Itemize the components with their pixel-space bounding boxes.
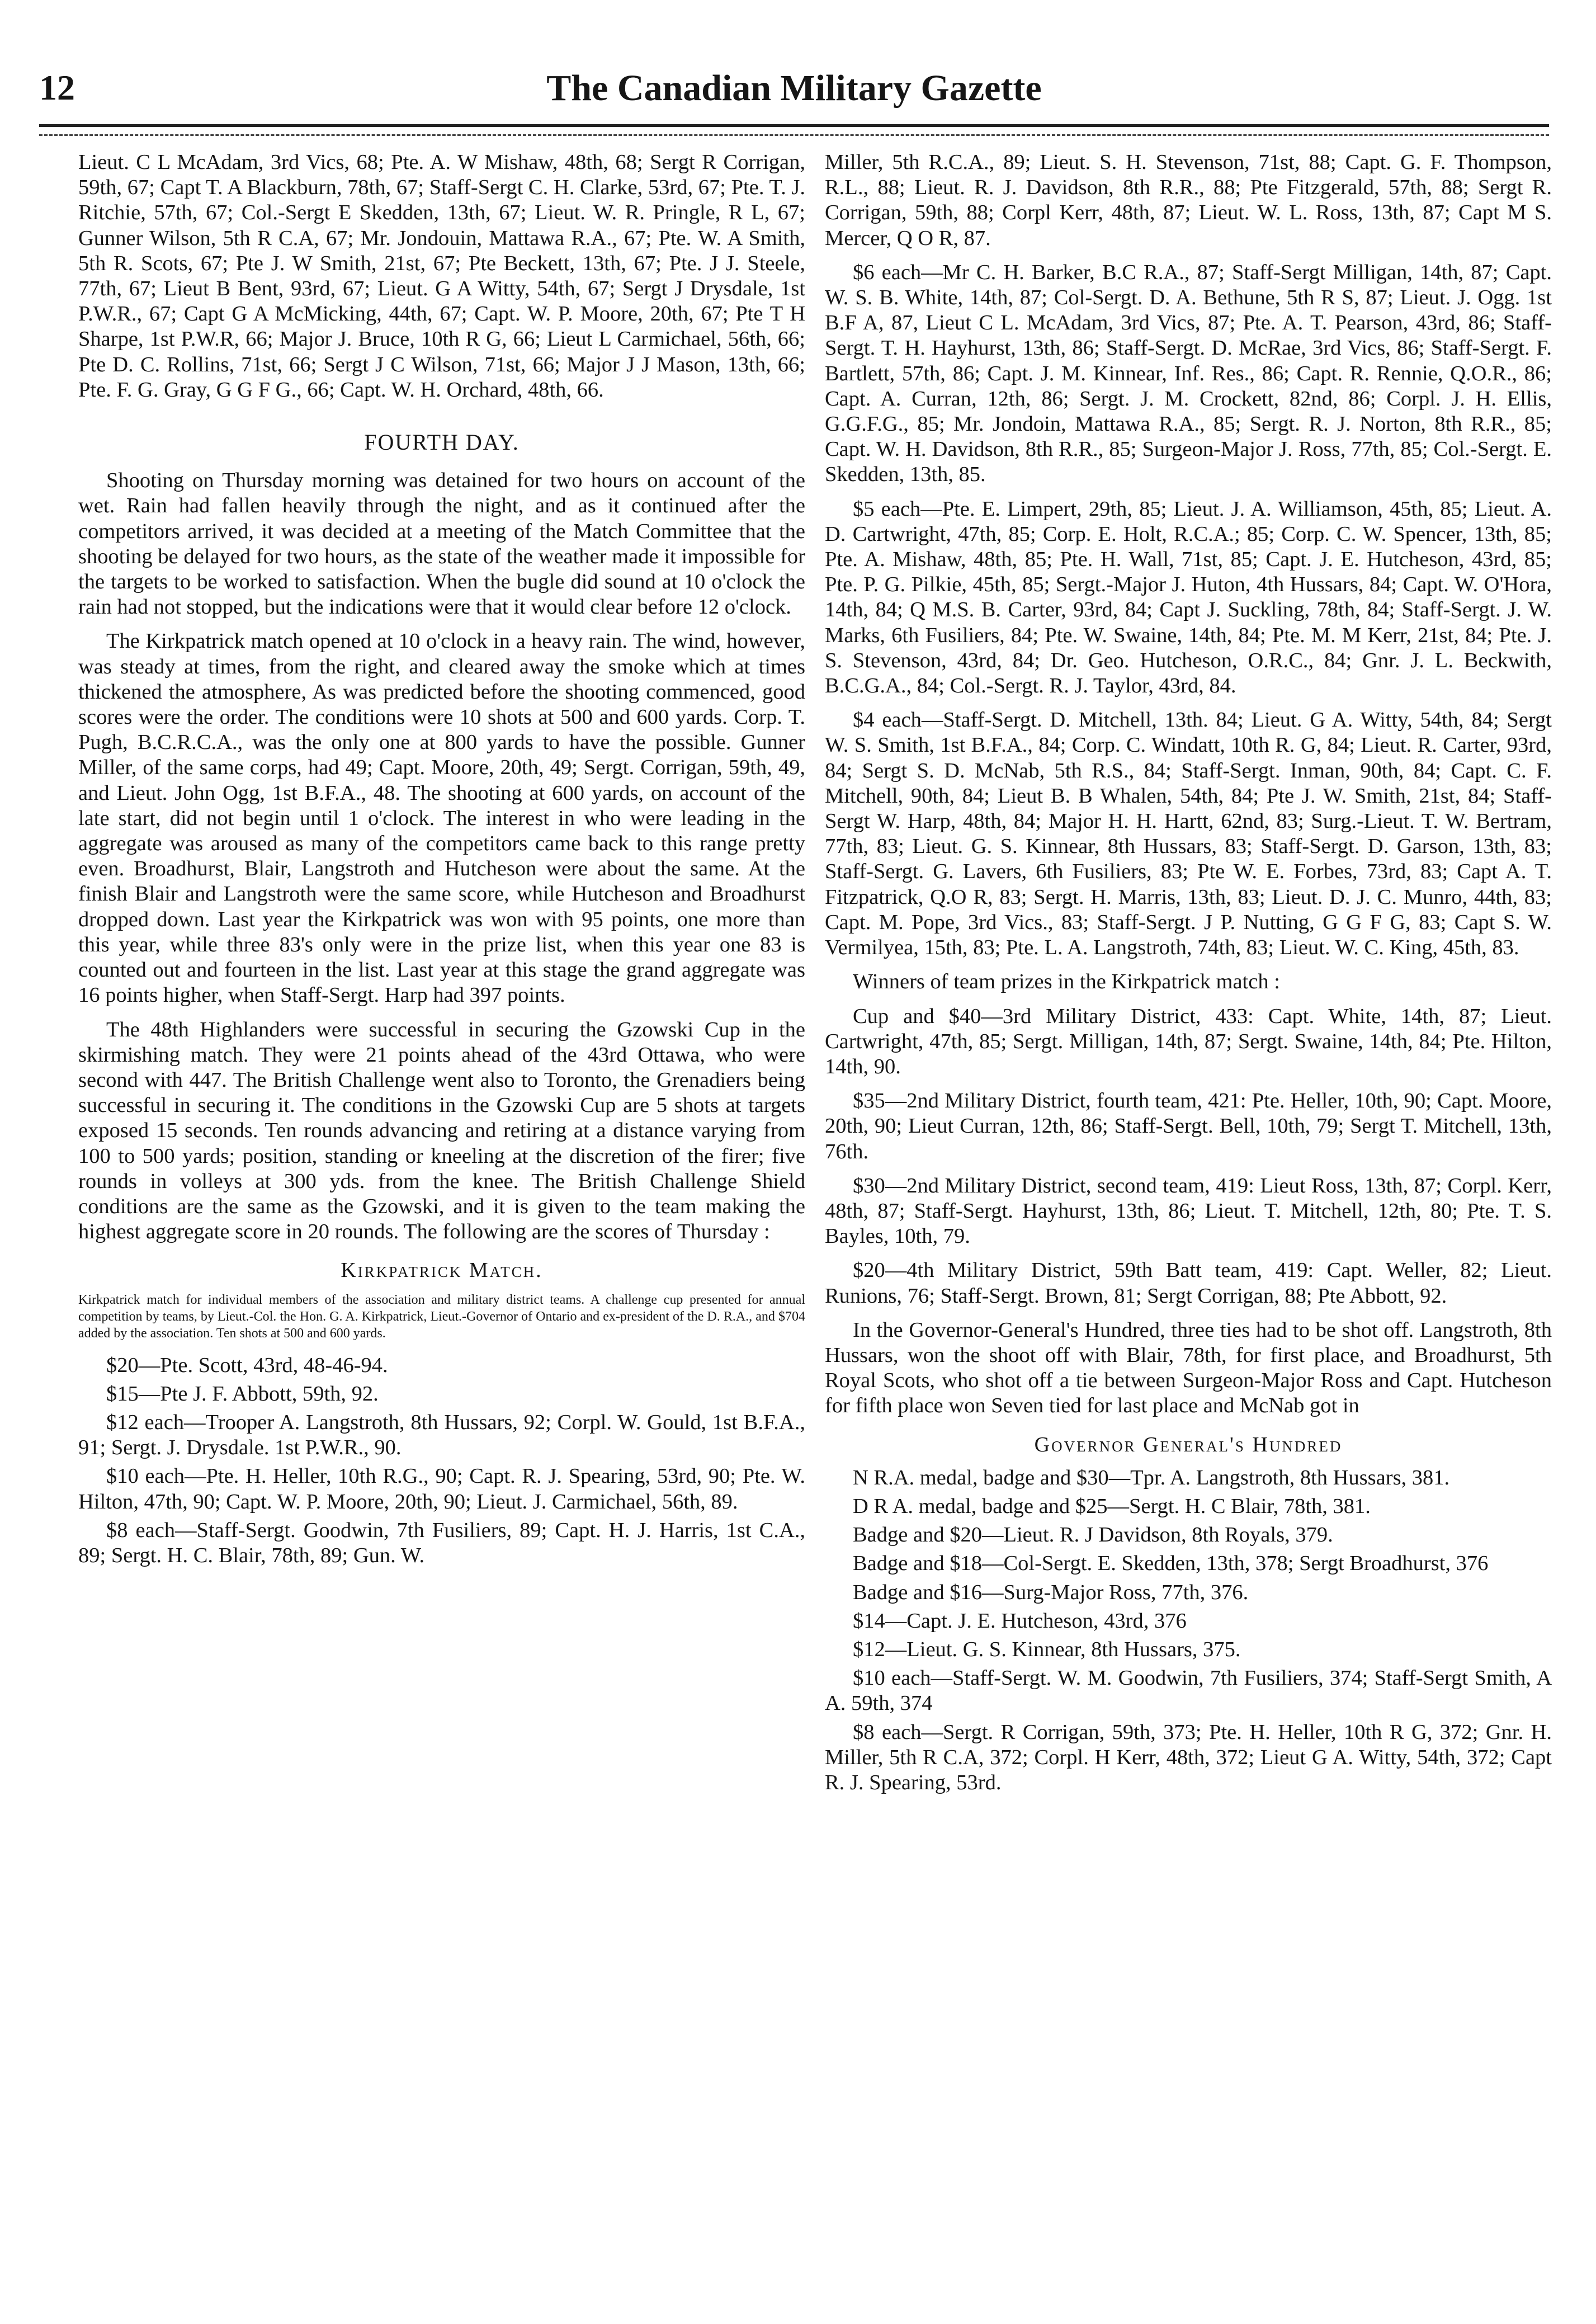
prize-entry: N R.A. medal, badge and $30—Tpr. A. Langstroth, 8th Hussars, 381. (853, 1465, 1450, 1489)
paragraph: Cup and $40—3rd Military District, 433: Capt. White, 14th, 87; Lieut. Cartwright, 47th, 85; Sergt. Milligan, 14th, 87; Sergt. Swaine, 14th, 84; Pte. Hilton, 14th, 90. (825, 1004, 1552, 1078)
prize-entry: $12—Lieut. G. S. Kinnear, 8th Hussars, 375. (853, 1637, 1241, 1661)
prize-entry: D R A. medal, badge and $25—Sergt. H. C Blair, 78th, 381. (853, 1494, 1371, 1518)
paragraph: $30—2nd Military District, second team, 419: Lieut Ross, 13th, 87; Corpl. Kerr, 48th, 87; Staff-Sergt. Hayhurst, 13th, 86; Lieut. T. Mitchell, 12th, 80; Pte. T. S. Bayles, 10th, 79. (825, 1173, 1552, 1248)
prize-entry: $12 each—Trooper A. Langstroth, 8th Hussars, 92; Corpl. W. Gould, 1st B.F.A., 91; Sergt. J. Drysdale. 1st P.W.R., 90. (78, 1410, 805, 1460)
prize-entry: $14—Capt. J. E. Hutcheson, 43rd, 376 (853, 1609, 1187, 1633)
paragraph: Lieut. C L McAdam, 3rd Vics, 68; Pte. A. W Mishaw, 48th, 68; Sergt R Corrigan, 59th, 67; Capt T. A Blackburn, 78th, 67; Staff-Sergt C. H. Clarke, 53rd, 67; Pte. T. J. Ritchie, 57th, 67; Col.-Sergt E Skedden, 13th, 67; Lieut. W. R. Pringle, R L, 67; Gunner Wilson, 5th R C.A, 67; Mr. Jondouin, Mattawa R.A., 67; Pte. W. A Smith, 5th R. Scots, 67; Pte J. W Smith, 21st, 67; Pte Beckett, 13th, 67; Pte. J J. Steele, 77th, 67; Lieut B Bent, 93rd, 67; Lieut. G A Witty, 54th, 67; Sergt J Drysdale, 1st P.W.R., 67; Capt G A McMicking, 44th, 67; Capt. W. P. Moore, 20th, 67; Pte T H Sharpe, 1st P.W.R, 66; Major J. Bruce, 10th R G, 66; Lieut L Carmichael, 56th, 66; Pte D. C. Rollins, 71st, 66; Sergt J C Wilson, 71st, 66; Major J J Mason, 13th, 66; Pte. F. G. Gray, G G F G., 66; Capt. W. H. Orchard, 48th, 66. (78, 150, 805, 402)
section-heading: FOURTH DAY. (364, 430, 520, 455)
header-rule (39, 124, 1549, 127)
paragraph: $35—2nd Military District, fourth team, 421: Pte. Heller, 10th, 90; Capt. Moore, 20th, 90; Lieut Curran, 12th, 86; Staff-Sergt. Bell, 10th, 79; Sergt T. Mitchell, 13th, 76th. (825, 1089, 1552, 1163)
prize-entry: $10 each—Pte. H. Heller, 10th R.G., 90; Capt. R. J. Spearing, 53rd, 90; Pte. W. Hilton, 47th, 90; Capt. W. P. Moore, 20th, 90; Lieut. J. Carmichael, 56th, 89. (78, 1464, 805, 1514)
paragraph: Shooting on Thursday morning was detained for two hours on account of the wet. Rain had fallen heavily through the night, and as it continued after the competitors arrived, it was decided at a meeting of the Match Committee that the shooting be delayed for two hours, as the state of the weather made it impossible for the targets to be worked to satisfaction. When the bugle did sound at 10 o'clock the rain had not stopped, but the indications were that it would clear before 12 o'clock. (78, 469, 805, 619)
prize-entry: $8 each—Sergt. R Corrigan, 59th, 373; Pte. H. Heller, 10th R G, 372; Gnr. H. Miller, 5th R C.A, 372; Corpl. H Kerr, 48th, 372; Lieut G A. Witty, 54th, 372; Capt R. J. Spearing, 53rd. (825, 1720, 1552, 1794)
paragraph: $6 each—Mr C. H. Barker, B.C R.A., 87; Staff-Sergt Milligan, 14th, 87; Capt. W. S. B. White, 14th, 87; Col-Sergt. D. A. Bethune, 5th R S, 87; Lieut. J. Ogg. 1st B.F A, 87, Lieut C L. McAdam, 3rd Vics, 87; Pte. A. T. Pearson, 43rd, 86; Staff-Sergt. T. H. Hayhurst, 13th, 86; Staff-Sergt. D. McRae, 3rd Vics, 86; Staff-Sergt. F. Bartlett, 57th, 86; Capt. J. M. Kinnear, Inf. Res., 86; Capt. R. Rennie, Q.O.R., 86; Capt. A. Curran, 12th, 86; Sergt. J. M. Crockett, 82nd, 86; Corpl. J. H. Ellis, G.G.F.G., 85; Mr. Jondoin, Mattawa R.A., 85; Sergt. R. J. Norton, 8th R.R., 85; Capt. W. H. Davidson, 8th R.R., 85; Surgeon-Major J. Ross, 77th, 85; Col.-Sergt. E. Skedden, 13th, 85. (825, 260, 1552, 487)
paragraph: Miller, 5th R.C.A., 89; Lieut. S. H. Stevenson, 71st, 88; Capt. G. F. Thompson, R.L., 88; Lieut. R. J. Davidson, 8th R.R., 88; Pte Fitzgerald, 57th, 88; Sergt R. Corrigan, 59th, 88; Corpl Kerr, 48th, 87; Lieut. W. L. Ross, 13th, 87; Capt M S. Mercer, Q O R, 87. (825, 150, 1552, 250)
header-dashed-rule (39, 134, 1549, 136)
match-description: Kirkpatrick match for individual members of the association and military district teams. A challenge cup presented for annual competition by teams, by Lieut.-Col. the Hon. G. A. Kirkpatrick, Lieut.-Governor of Ontario and ex-president of the D. R.A., and $704 added by the association. Ten shots at 500 and 600 yards. (78, 1292, 805, 1341)
prize-entry: $20—Pte. Scott, 43rd, 48-46-94. (106, 1353, 388, 1377)
prize-entry: Badge and $16—Surg-Major Ross, 77th, 376. (853, 1580, 1249, 1604)
paragraph: In the Governor-General's Hundred, three ties had to be shot off. Langstroth, 8th Hussars, won the shoot off with Blair, 78th, for first place, and Broadhurst, 5th Royal Scots, who shot off a tie between Surgeon-Major Ross and Capt. Hutcheson for fifth place won Seven tied for last place and McNab got in (825, 1318, 1552, 1418)
paragraph: Winners of team prizes in the Kirkpatrick match : (853, 970, 1280, 994)
subsection-heading: Governor General's Hundred (1034, 1432, 1343, 1456)
right-column (825, 150, 1552, 1799)
publication-title: The Canadian Military Gazette (546, 68, 1042, 109)
paragraph: The 48th Highlanders were successful in securing the Gzowski Cup in the skirmishing match. They were 21 points ahead of the 43rd Ottawa, who were second with 447. The British Challenge went also to Toronto, the Grenadiers being successful in securing it. The conditions in the Gzowski Cup are 5 shots at targets exposed 15 seconds. Ten rounds advancing and retiring at a distance varying from 100 to 500 yards; position, standing or kneeling at the discretion of the firer; five rounds in volleys at 300 yds. from the knee. The British Challenge Shield conditions are the same as the Gzowski, and it is given to the team making the highest aggregate score in 20 rounds. The following are the scores of Thursday : (78, 1017, 805, 1244)
paragraph: $4 each—Staff-Sergt. D. Mitchell, 13th. 84; Lieut. G A. Witty, 54th, 84; Sergt W. S. Smith, 1st B.F.A., 84; Corp. C. Windatt, 10th R. G, 84; Lieut. R. Carter, 93rd, 84; Sergt S. D. McNab, 5th R.S., 84; Staff-Sergt. Inman, 90th, 84; Capt. C. F. Mitchell, 90th, 84; Lieut B. B Whalen, 54th, 84; Pte J. W. Smith, 21st, 84; Staff-Sergt W. Harp, 48th, 84; Major H. H. Hartt, 62nd, 83; Surg.-Lieut. T. W. Bertram, 77th, 83; Lieut. G. S. Kinnear, 8th Hussars, 83; Staff-Sergt. D. Garson, 13th, 83; Staff-Sergt. G. Lavers, 6th Fusiliers, 83; Pte W. E. Forbes, 73rd, 83; Capt A. T. Fitzpatrick, Q.O R, 83; Sergt. H. Marris, 13th, 83; Lieut. D. J. C. Munro, 44th, 83; Capt. M. Pope, 3rd Vics., 83; Staff-Sergt. J P. Nutting, G G F G, 83; Capt S. W. Vermilyea, 15th, 83; Pte. L. A. Langstroth, 74th, 83; Lieut. W. C. King, 45th, 83. (825, 708, 1552, 960)
prize-entry: $15—Pte J. F. Abbott, 59th, 92. (106, 1382, 379, 1406)
prize-entry: Badge and $20—Lieut. R. J Davidson, 8th Royals, 379. (853, 1523, 1333, 1547)
paragraph: The Kirkpatrick match opened at 10 o'clock in a heavy rain. The wind, however, was steady at times, from the right, and cleared away the smoke which at times thickened the atmosphere, As was predicted before the shooting commenced, good scores were the order. The conditions were 10 shots at 500 and 600 yards. Corp. T. Pugh, B.C.R.C.A., was the only one at 800 yards to have the possible. Gunner Miller, of the same corps, had 49; Capt. Moore, 20th, 49; Sergt. Corrigan, 59th, 49, and Lieut. John Ogg, 1st B.F.A., 48. The shooting at 600 yards, on account of the late start, did not begin until 1 o'clock. The interest in who were leading in the aggregate was aroused as many of the competitors came back to this range pretty even. Broadhurst, Blair, Langstroth and Hutcheson were about the same. At the finish Blair and Langstroth were the same score, while Hutcheson and Broadhurst dropped down. Last year the Kirkpatrick was won with 95 points, one more than this year, while three 83's only were in the prize list, when this year one 83 is counted out and fourteen in the list. Last year at this stage the grand aggregate was 16 points higher, when Staff-Sergt. Harp had 397 points. (78, 629, 805, 1007)
prize-entry: Badge and $18—Col-Sergt. E. Skedden, 13th, 378; Sergt Broadhurst, 376 (853, 1552, 1489, 1576)
prize-entry: $8 each—Staff-Sergt. Goodwin, 7th Fusiliers, 89; Capt. H. J. Harris, 1st C.A., 89; Sergt. H. C. Blair, 78th, 89; Gun. W. (78, 1518, 805, 1567)
paragraph: $5 each—Pte. E. Limpert, 29th, 85; Lieut. J. A. Williamson, 45th, 85; Lieut. A. D. Cartwright, 47th, 85; Corp. E. Holt, R.C.A.; 85; Corp. C. W. Spencer, 13th, 85; Pte. A. Mishaw, 48th, 85; Pte. H. Wall, 71st, 85; Capt. J. E. Hutcheson, 43rd, 85; Pte. P. G. Pilkie, 45th, 85; Sergt.-Major J. Huton, 4th Hussars, 84; Capt. W. O'Hora, 14th, 84; Q M.S. B. Carter, 93rd, 84; Capt J. Suckling, 78th, 84; Staff-Sergt. J. W. Marks, 6th Fusiliers, 84; Pte. W. Swaine, 14th, 84; Pte. M. M Kerr, 21st, 84; Pte. J. S. Stevenson, 43rd, 84; Dr. Geo. Hutcheson, O.R.C., 84; Gnr. J. L. Beckwith, B.C.G.A., 84; Col.-Sergt. R. J. Taylor, 43rd, 84. (825, 497, 1552, 698)
subsection-heading: Kirkpatrick Match. (341, 1258, 543, 1283)
page-number: 12 (39, 68, 75, 107)
left-column (78, 150, 805, 1572)
paragraph: $20—4th Military District, 59th Batt team, 419: Capt. Weller, 82; Lieut. Runions, 76; Staff-Sergt. Brown, 81; Sergt Corrigan, 88; Pte Abbott, 92. (825, 1258, 1552, 1308)
prize-entry: $10 each—Staff-Sergt. W. M. Goodwin, 7th Fusiliers, 374; Staff-Sergt Smith, A A. 59th, 374 (825, 1666, 1552, 1715)
